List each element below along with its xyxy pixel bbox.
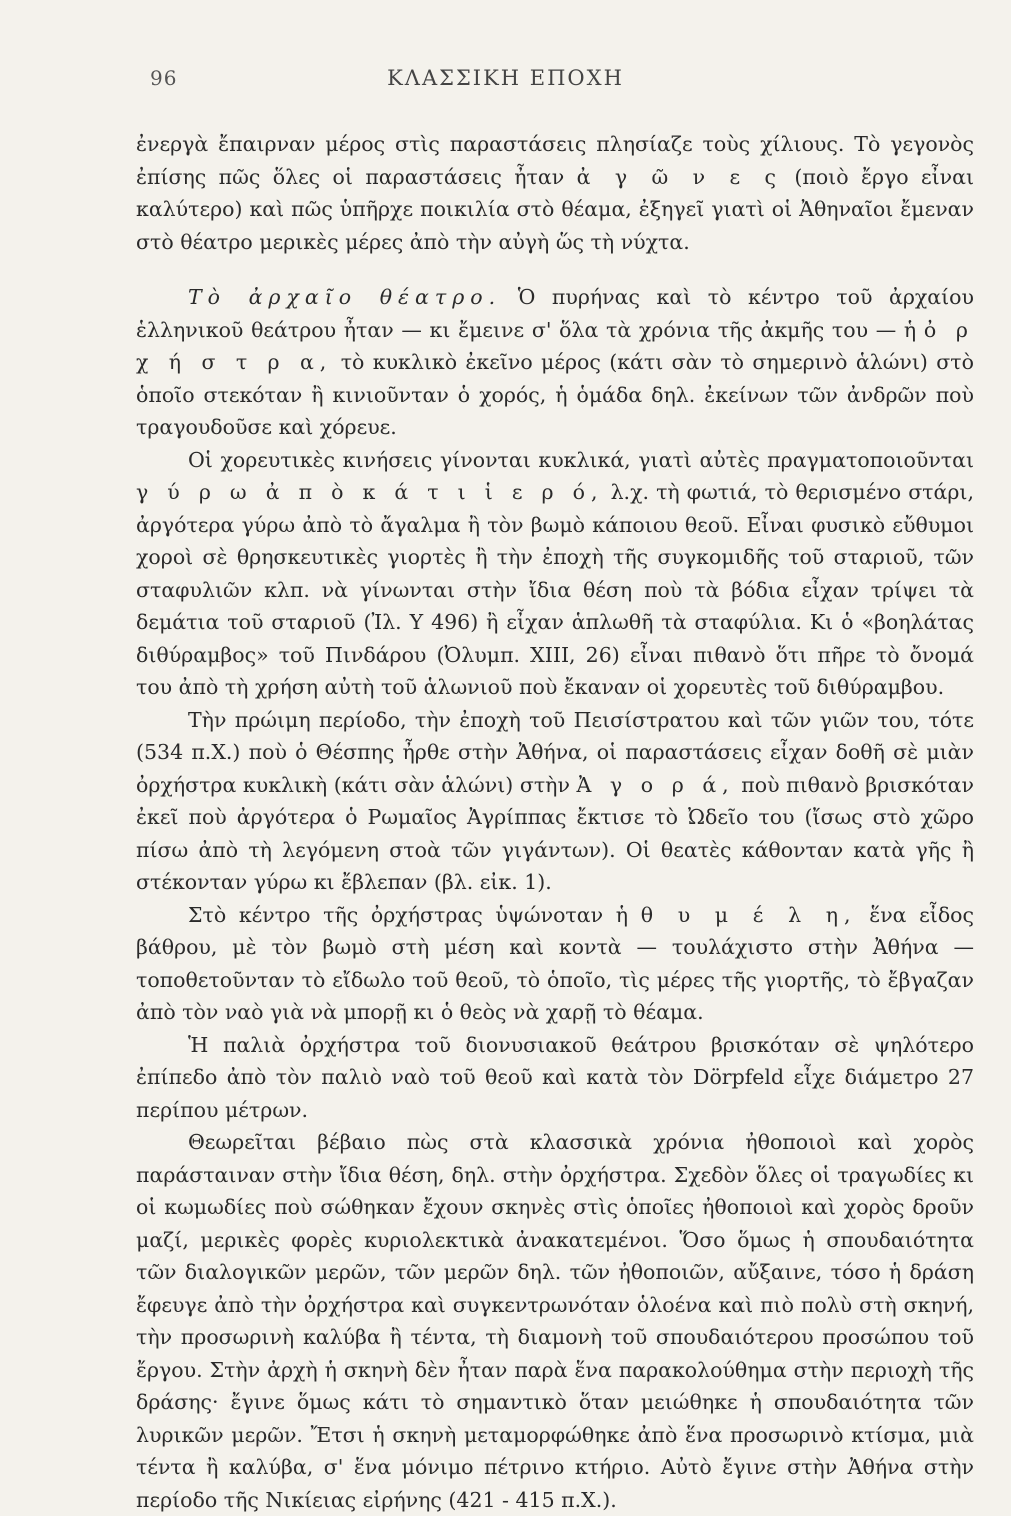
text: λ.χ. τὴ φωτιά, τὸ θερισμένο στάρι, ἀργότερα γύρω ἀπὸ τὸ ἄγαλμα ἢ τὸν βωμὸ κάποιου θεοῦ. Εἶναι φυσικὸ εὔθυμοι χοροὶ σὲ θρησκευτικὲς γιορτὲς ἢ τὴν ἐποχὴ τῆς συγκομιδῆς τοῦ σταριοῦ, τῶν σταφυλιῶν κλπ. νὰ γίνωνται στὴν ἴδια θέση ποὺ τὰ βόδια εἶχαν τρίψει τὰ δεμάτια τοῦ σταριοῦ (Ἰλ. Υ 496) ἢ εἶχαν ἁπλωθῆ τὰ σταφύλια. Κι ὁ «βοηλάτας διθύραμβος» τοῦ Πινδάρου (Ὀλυμπ. XIII, 26) εἶναι πιθανὸ ὅτι πῆρε τὸ ὄνομά του ἀπὸ τὴ χρήση αὐτὴ τοῦ ἁλωνιοῦ ποὺ ἔκαναν οἱ χορευτὲς τοῦ διθύραμβου. <box>136 480 974 699</box>
text: Οἱ χορευτικὲς κινήσεις γίνονται κυκλικά, γιατὶ αὐτὲς πραγματοποιοῦνται <box>188 447 974 472</box>
emphasis: θ υ μ έ λ η, <box>640 902 857 927</box>
page-header <box>0 66 1011 96</box>
text: ἕνα εἶδος βάθρου, μὲ τὸν βωμὸ στὴ μέση καὶ κοντὰ — τουλάχιστο στὴν Ἀθήνα — τοποθετοῦνταν τὸ εἴδωλο τοῦ θεοῦ, τὸ ὁποῖο, τὶς μέρες τῆς γιορτῆς, τὸ ἔβγαζαν ἀπὸ τὸν ναὸ γιὰ νὰ μπορῇ κι ὁ θεὸς νὰ χαρῇ τὸ θέαμα. <box>136 902 974 1024</box>
emphasis: ἀ γ ῶ ν ε ς <box>576 164 782 189</box>
text: ποὺ πιθανὸ βρισκόταν ἐκεῖ ποὺ ἀργότερα ὁ Ρωμαῖος Ἀγρίππας ἔκτισε τὸ Ὠδεῖο του (ἴσως στὸ χῶρο πίσω ἀπὸ τὴ λεγόμενη στοὰ τῶν γιγάντων). Οἱ θεατὲς κάθονταν κατὰ γῆς ἢ στέκονταν γύρω κι ἔβλεπαν (βλ. εἰκ. 1). <box>136 772 974 894</box>
text: Θεωρεῖται βέβαιο πὼς στὰ κλασσικὰ χρόνια ἠθοποιοὶ καὶ χορὸς παράσταιναν στὴν ἴδια θέση, δηλ. στὴν ὀρχήστρα. Σχεδὸν ὅλες οἱ τραγωδίες κι οἱ κωμωδίες ποὺ σώθηκαν ἔχουν σκηνὲς στὶς ὁποῖες ἠθοποιοὶ καὶ χορὸς δροῦν μαζί, μερικὲς φορὲς κυριολεκτικὰ ἀνακατεμένοι. Ὅσο ὅμως ἡ σπουδαιότητα τῶν διαλογικῶν μερῶν, τῶν μερῶν δηλ. τῶν ἠθοποιῶν, αὔξαινε, τόσο ἡ δράση ἔφευγε ἀπὸ τὴν ὀρχήστρα καὶ συγκεντρωνόταν ὁλοένα καὶ πιὸ πολὺ στὴ σκηνή, τὴν προσωρινὴ καλύβα ἢ τέντα, τὴ διαμονὴ τοῦ σπουδαιότερου προσώπου τοῦ ἔργου. Στὴν ἀρχὴ ἡ σκηνὴ δὲν ἦταν παρὰ ἕνα παρακολούθημα στὴν περιοχὴ τῆς δράσης· ἔγινε ὅμως κάτι τὸ σημαντικὸ ὅταν μειώθηκε ἡ σπουδαιότητα τῶν λυρικῶν μερῶν. Ἔτσι ἡ σκηνὴ μεταμορφώθηκε ἀπὸ ἕνα προσωρινὸ κτίσμα, μιὰ τέντα ἢ καλύβα, σ' ἕνα μόνιμο πέτρινο κτήριο. Αὐτὸ ἔγινε στὴν Ἀθήνα στὴν περίοδο τῆς Νικίειας εἰρήνης (421 - 415 π.Χ.). <box>136 1130 974 1512</box>
emphasis: Ἀ γ ο ρ ά, <box>576 772 735 797</box>
emphasis: γ ύ ρ ω ἀ π ὸ κ ά τ ι ἱ ε ρ ό, <box>136 480 604 504</box>
text: Ἡ παλιὰ ὀρχήστρα τοῦ διονυσιακοῦ θεάτρου βρισκόταν σὲ ψηλότερο ἐπίπεδο ἀπὸ τὸν παλιὸ ναὸ τοῦ θεοῦ καὶ κατὰ τὸν Dörpfeld εἶχε διάμετρο 27 περίπου μέτρων. <box>136 1032 974 1122</box>
paragraph <box>136 1126 974 1516</box>
paragraph <box>136 704 974 899</box>
text: Τὴν πρώιμη περίοδο, τὴν ἐποχὴ τοῦ Πεισίστρατου καὶ τῶν γιῶν του, τότε (534 π.Χ.) ποὺ ὁ Θέσπης ἦρθε στὴν Ἀθήνα, οἱ παραστάσεις εἶχαν δοθῆ σὲ μιὰν ὀρχήστρα κυκλικὴ (κάτι σὰν ἁλώνι) στὴν <box>136 707 974 797</box>
paragraph <box>136 899 974 1029</box>
text: Στὸ κέντρο τῆς ὀρχήστρας ὑψώνοταν ἡ <box>188 902 629 927</box>
paragraph <box>136 444 974 704</box>
paragraph <box>136 281 974 444</box>
text: ἐνεργὰ ἔπαιρναν μέρος στὶς παραστάσεις πλησίαζε τοὺς χίλιους. Τὸ γεγονὸς ἐπίσης πῶς ὅλες οἱ παραστάσεις ἦταν <box>136 132 974 189</box>
running-title: ΚΛΑΣΣΙΚΗ ΕΠΟΧΗ <box>387 66 624 90</box>
section-heading: Τὸ ἀρχαῖο θέατρο. <box>188 285 502 309</box>
emphasis: ὀ ρ χ ή σ τ ρ α, <box>136 317 974 374</box>
body-text <box>136 128 974 1516</box>
text: τὸ κυκλικὸ ἐκεῖνο μέρος (κάτι σὰν τὸ σημερινὸ ἁλώνι) στὸ ὁποῖο στεκόταν ἢ κινιοῦνταν ὁ χορός, ἡ ὁμάδα δηλ. ἐκείνων τῶν ἀνδρῶν ποὺ τραγουδοῦσε καὶ χόρευε. <box>136 350 974 439</box>
text: (ποιὸ ἔργο εἶναι καλύτερο) καὶ πῶς ὑπῆρχε ποικιλία στὸ θέαμα, ἐξηγεῖ γιατὶ οἱ Ἀθηναῖοι ἔμεναν στὸ θέατρο μερικὲς μέρες ἀπὸ τὴν αὐγὴ ὥς τὴ νύχτα. <box>136 164 974 254</box>
page-number: 96 <box>150 66 178 90</box>
text: Ὁ πυρήνας καὶ τὸ κέντρο τοῦ ἀρχαίου ἑλληνικοῦ θεάτρου ἦταν — κι ἔμεινε σ' ὅλα τὰ χρόνια τῆς ἀκμῆς του — ἡ <box>136 285 974 342</box>
paragraph <box>136 1029 974 1127</box>
paragraph <box>136 128 974 258</box>
